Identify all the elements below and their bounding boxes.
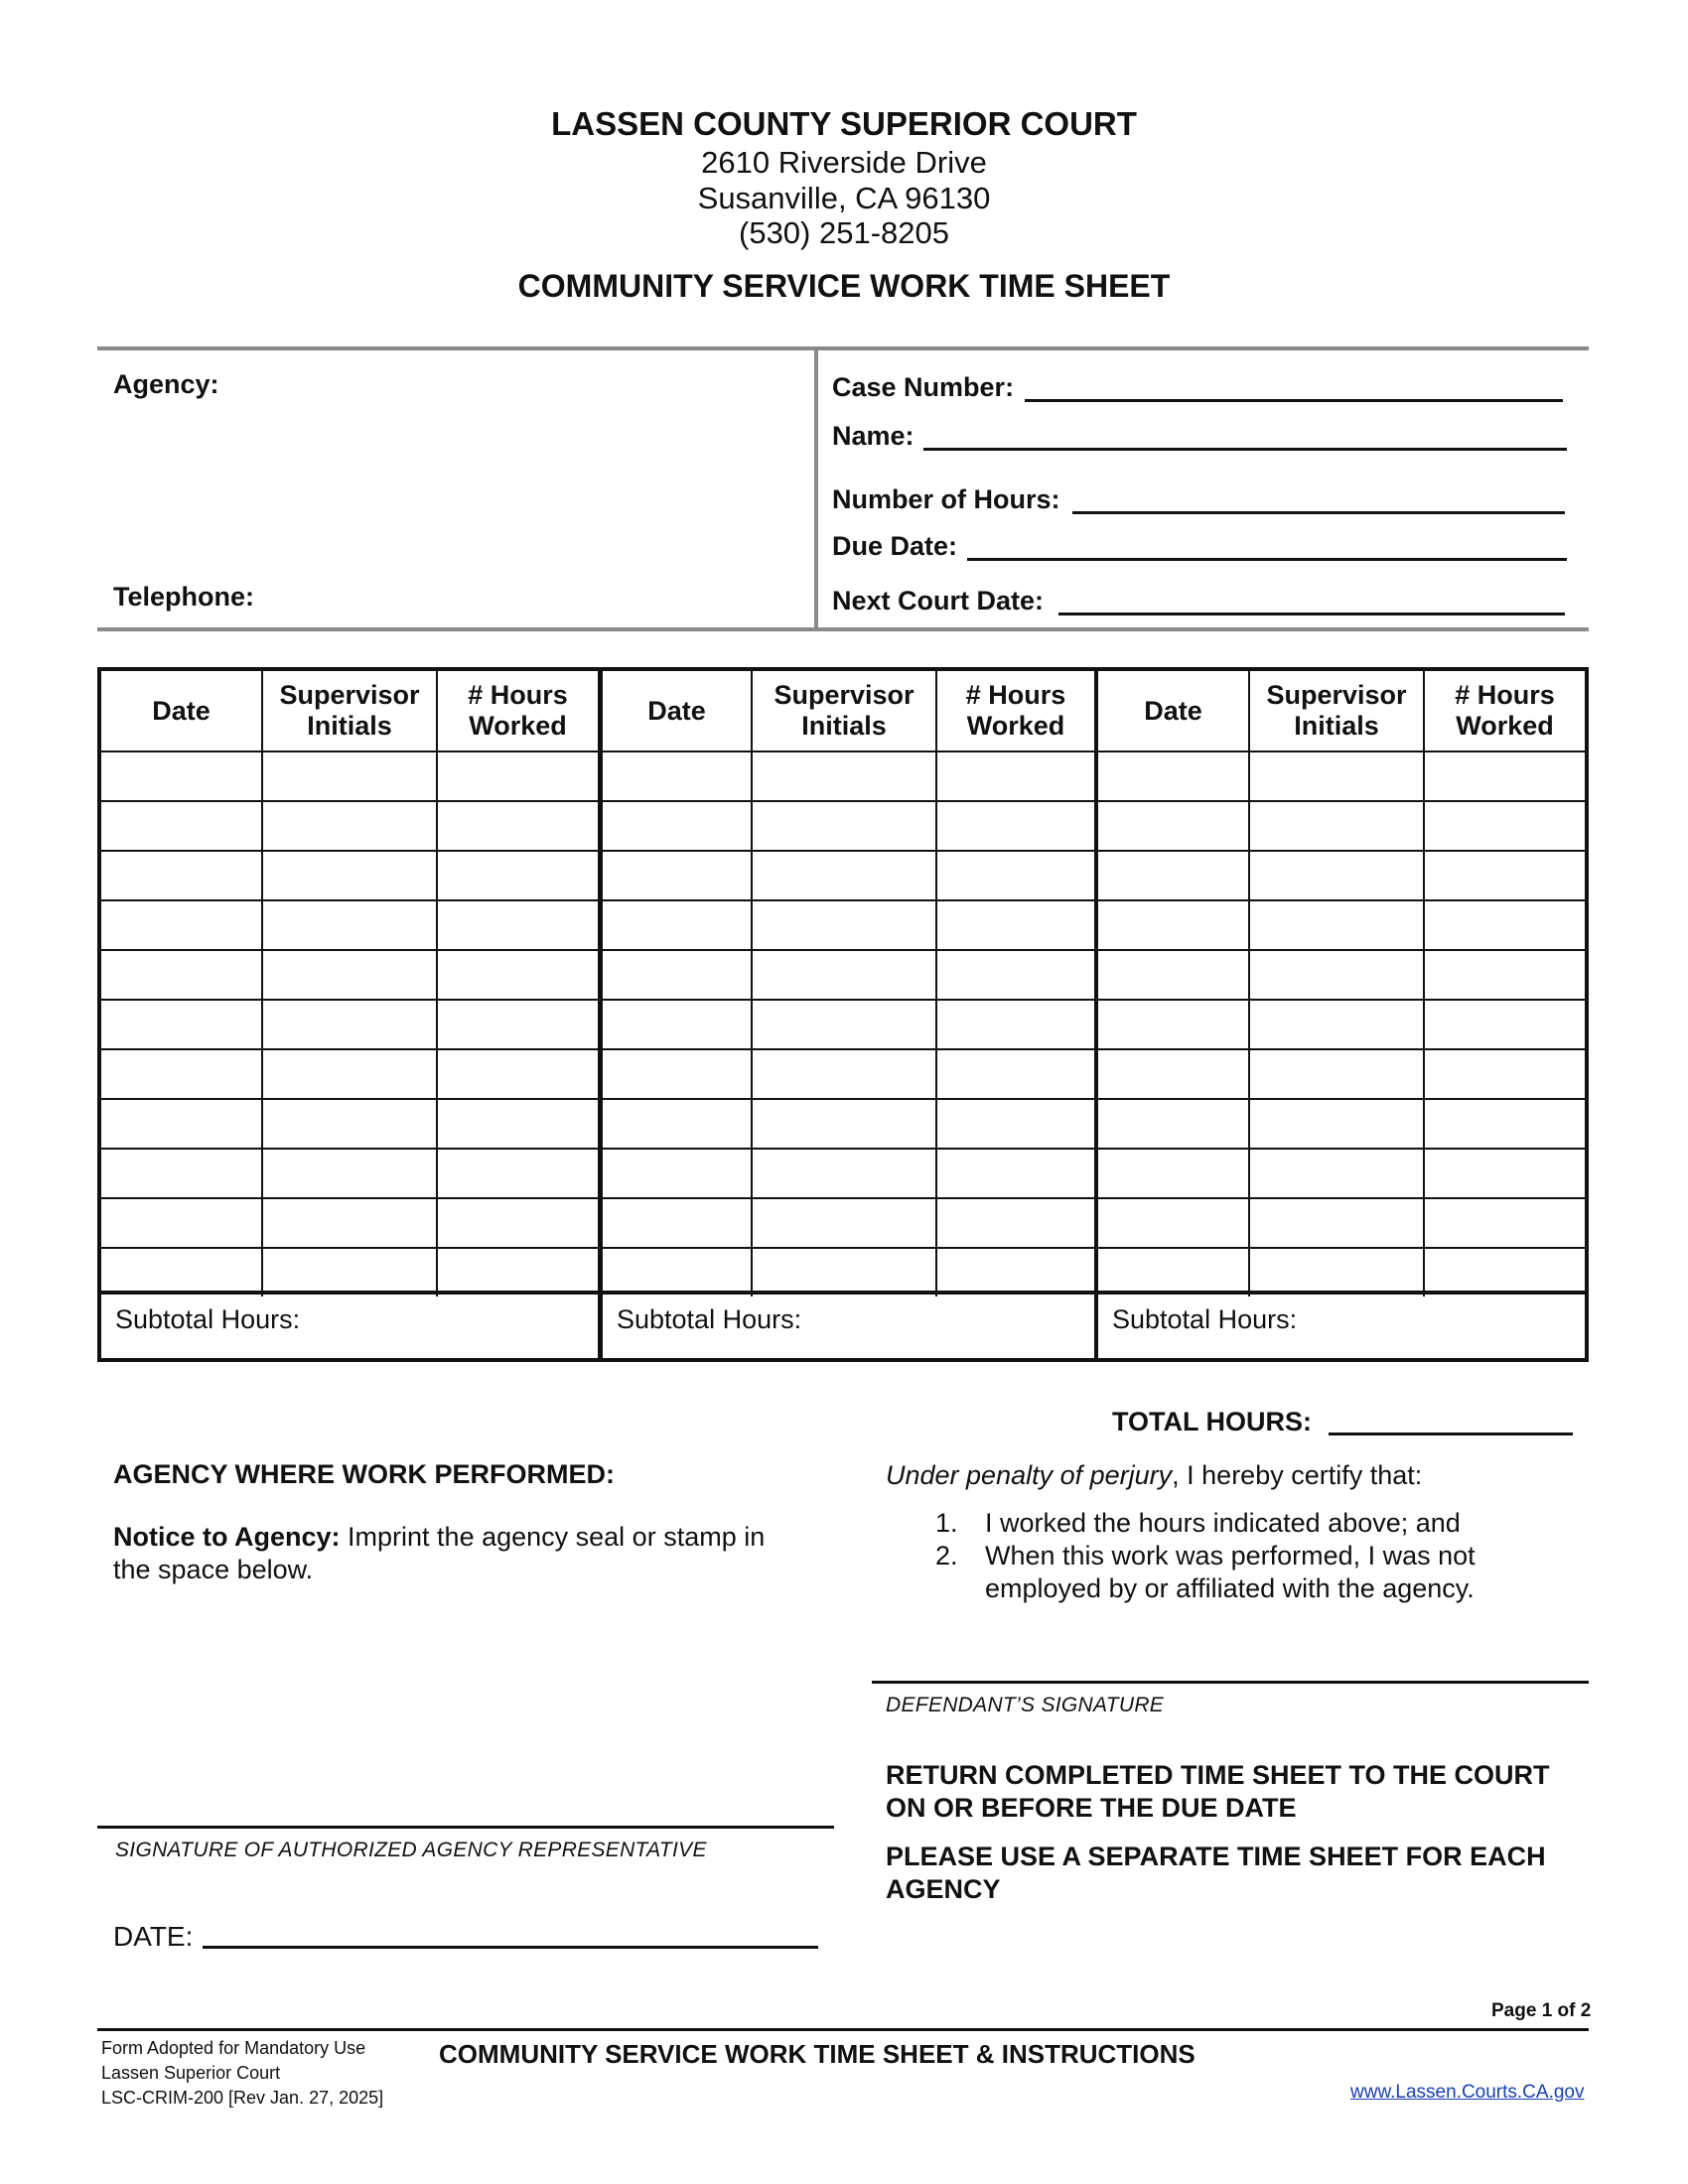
date-cell[interactable] — [603, 950, 752, 1000]
col-header-supervisor — [262, 671, 437, 751]
hours-cell[interactable] — [936, 1149, 1094, 1198]
footer-adopted-line2: Lassen Superior Court — [101, 2063, 281, 2083]
initials-cell[interactable] — [752, 1149, 936, 1198]
col-header-supervisor-line1: Supervisor — [1266, 680, 1407, 710]
agency-stamp-area[interactable] — [113, 1588, 808, 1817]
time-log-table-2 — [603, 671, 1094, 1297]
initials-cell[interactable] — [752, 1049, 936, 1099]
col-header-hours-line1: # Hours — [1455, 680, 1555, 710]
name-label: Name: — [832, 421, 914, 451]
table-row — [1098, 900, 1585, 950]
initials-cell[interactable] — [1249, 1198, 1424, 1248]
table-row — [101, 1149, 598, 1198]
initials-cell[interactable] — [752, 851, 936, 900]
date-cell[interactable] — [101, 1000, 262, 1049]
initials-cell[interactable] — [752, 751, 936, 801]
table-row — [101, 1248, 598, 1297]
table-row — [101, 1099, 598, 1149]
agency-signature-caption: SIGNATURE OF AUTHORIZED AGENCY REPRESENTATIVE — [115, 1839, 707, 1861]
time-log-group-1 — [97, 667, 602, 1362]
table-row — [603, 851, 1094, 900]
hours-cell[interactable] — [936, 1099, 1094, 1149]
due-date-field[interactable] — [967, 558, 1567, 561]
date-cell[interactable] — [1098, 1099, 1249, 1149]
initials-cell[interactable] — [752, 1198, 936, 1248]
return-notice-line1: RETURN COMPLETED TIME SHEET TO THE COURT — [886, 1760, 1550, 1790]
table-row — [1098, 1099, 1585, 1149]
table-row — [1098, 851, 1585, 900]
initials-cell[interactable] — [262, 1198, 437, 1248]
due-date-label: Due Date: — [832, 531, 958, 561]
certification-item1-text: I worked the hours indicated above; and — [985, 1508, 1461, 1538]
hours-cell[interactable] — [936, 1049, 1094, 1099]
number-of-hours-field[interactable] — [1072, 511, 1565, 514]
col-header-hours — [936, 671, 1094, 751]
date-cell[interactable] — [603, 1000, 752, 1049]
col-header-supervisor — [1249, 671, 1424, 751]
date-cell[interactable] — [1098, 851, 1249, 900]
time-log — [97, 667, 1589, 1362]
hours-cell[interactable] — [437, 751, 598, 801]
date-cell[interactable] — [101, 1248, 262, 1297]
defendant-signature-line[interactable] — [872, 1681, 1589, 1684]
hours-cell[interactable] — [1424, 900, 1585, 950]
return-notice-line2: ON OR BEFORE THE DUE DATE — [886, 1793, 1297, 1823]
notice-text-line2: the space below. — [113, 1555, 314, 1584]
subtotal-label: Subtotal Hours: — [115, 1304, 301, 1334]
separate-notice-line1: PLEASE USE A SEPARATE TIME SHEET FOR EACH — [886, 1842, 1546, 1871]
hours-cell[interactable] — [437, 1248, 598, 1297]
initials-cell[interactable] — [1249, 900, 1424, 950]
col-header-supervisor-line2: Initials — [801, 711, 887, 741]
table-row — [603, 751, 1094, 801]
total-hours-label: TOTAL HOURS: — [1112, 1407, 1312, 1436]
initials-cell[interactable] — [262, 1099, 437, 1149]
col-header-hours — [437, 671, 598, 751]
certification-item1-number: 1. — [935, 1508, 958, 1538]
hours-cell[interactable] — [437, 851, 598, 900]
time-log-table-3 — [1098, 671, 1585, 1297]
hours-cell[interactable] — [936, 900, 1094, 950]
court-name: LASSEN COUNTY SUPERIOR COURT — [551, 105, 1137, 142]
next-court-date-label: Next Court Date: — [832, 586, 1045, 615]
certification-item2-text-line1: When this work was performed, I was not — [985, 1541, 1476, 1570]
table-row — [603, 801, 1094, 851]
date-cell[interactable] — [603, 1099, 752, 1149]
page-number: Page 1 of 2 — [1491, 2000, 1592, 2021]
certification-intro-italic: Under penalty of perjury — [886, 1460, 1173, 1490]
time-log-header-row — [603, 671, 1094, 751]
info-bottom-rule — [97, 627, 1589, 631]
hours-cell[interactable] — [437, 900, 598, 950]
date-cell[interactable] — [1098, 801, 1249, 851]
number-of-hours-label: Number of Hours: — [832, 484, 1060, 514]
hours-cell[interactable] — [437, 1198, 598, 1248]
col-header-hours-line1: # Hours — [468, 680, 568, 710]
defendant-signature-caption: DEFENDANT’S SIGNATURE — [886, 1694, 1165, 1716]
initials-cell[interactable] — [1249, 1248, 1424, 1297]
hours-cell[interactable] — [1424, 950, 1585, 1000]
table-row — [101, 950, 598, 1000]
hours-cell[interactable] — [1424, 851, 1585, 900]
initials-cell[interactable] — [1249, 1099, 1424, 1149]
subtotal-cell[interactable] — [1098, 1291, 1585, 1358]
hours-cell[interactable] — [437, 950, 598, 1000]
initials-cell[interactable] — [262, 950, 437, 1000]
case-number-field[interactable] — [1025, 399, 1563, 402]
col-header-hours-line2: Worked — [469, 711, 567, 741]
form-title: COMMUNITY SERVICE WORK TIME SHEET — [517, 268, 1171, 304]
initials-cell[interactable] — [1249, 851, 1424, 900]
certification-intro — [886, 1459, 1422, 1492]
agency-date-field[interactable] — [203, 1946, 818, 1949]
date-cell[interactable] — [603, 1049, 752, 1099]
initials-cell[interactable] — [1249, 950, 1424, 1000]
date-cell[interactable] — [603, 1149, 752, 1198]
col-header-supervisor — [752, 671, 936, 751]
initials-cell[interactable] — [262, 851, 437, 900]
separate-notice-line2: AGENCY — [886, 1874, 1001, 1904]
telephone-label: Telephone: — [113, 582, 255, 612]
date-cell[interactable] — [603, 851, 752, 900]
court-address-line2: Susanville, CA 96130 — [697, 181, 991, 215]
certification-item2-number: 2. — [935, 1541, 958, 1570]
table-row — [1098, 751, 1585, 801]
time-log-header-row — [1098, 671, 1585, 751]
hours-cell[interactable] — [437, 1099, 598, 1149]
date-cell[interactable] — [101, 851, 262, 900]
date-cell[interactable] — [101, 1198, 262, 1248]
time-log-header-row — [101, 671, 598, 751]
table-row — [1098, 1000, 1585, 1049]
date-cell[interactable] — [101, 1099, 262, 1149]
date-cell[interactable] — [101, 751, 262, 801]
date-cell[interactable] — [603, 751, 752, 801]
col-header-supervisor-line1: Supervisor — [774, 680, 914, 710]
subtotal-cell[interactable] — [603, 1291, 1094, 1358]
date-cell[interactable] — [603, 1248, 752, 1297]
footer-website-link[interactable]: www.Lassen.Courts.CA.gov — [1350, 2082, 1585, 2103]
col-header-date: Date — [1098, 671, 1249, 751]
table-row — [1098, 1149, 1585, 1198]
date-cell[interactable] — [101, 950, 262, 1000]
total-hours-field[interactable] — [1329, 1433, 1573, 1435]
date-cell[interactable] — [1098, 1000, 1249, 1049]
date-cell[interactable] — [1098, 1049, 1249, 1099]
hours-cell[interactable] — [1424, 1049, 1585, 1099]
hours-cell[interactable] — [437, 1049, 598, 1099]
footer-rule — [97, 2028, 1589, 2031]
certification-intro-rest: , I hereby certify that: — [1172, 1460, 1423, 1490]
initials-cell[interactable] — [752, 1000, 936, 1049]
col-header-hours-line2: Worked — [1456, 711, 1554, 741]
table-row — [101, 751, 598, 801]
subtotal-label: Subtotal Hours: — [617, 1304, 802, 1334]
col-header-date: Date — [101, 671, 262, 751]
name-field[interactable] — [923, 448, 1567, 451]
table-row — [603, 1248, 1094, 1297]
hours-cell[interactable] — [1424, 1248, 1585, 1297]
table-row — [101, 851, 598, 900]
subtotal-cell[interactable] — [101, 1291, 598, 1358]
next-court-date-field[interactable] — [1058, 613, 1565, 615]
date-cell[interactable] — [101, 1049, 262, 1099]
info-divider — [814, 349, 818, 629]
agency-label: Agency: — [113, 369, 219, 399]
initials-cell[interactable] — [1249, 801, 1424, 851]
hours-cell[interactable] — [1424, 751, 1585, 801]
hours-cell[interactable] — [1424, 1099, 1585, 1149]
table-row — [603, 1000, 1094, 1049]
table-row — [101, 801, 598, 851]
date-cell[interactable] — [1098, 950, 1249, 1000]
initials-cell[interactable] — [262, 801, 437, 851]
initials-cell[interactable] — [262, 1149, 437, 1198]
date-cell[interactable] — [603, 801, 752, 851]
hours-cell[interactable] — [936, 801, 1094, 851]
date-cell[interactable] — [1098, 900, 1249, 950]
date-cell[interactable] — [1098, 751, 1249, 801]
date-cell[interactable] — [603, 1198, 752, 1248]
footer-form-number: LSC-CRIM-200 [Rev Jan. 27, 2025] — [101, 2088, 384, 2108]
case-number-label: Case Number: — [832, 372, 1015, 402]
hours-cell[interactable] — [936, 751, 1094, 801]
time-log-group-2 — [599, 667, 1098, 1362]
table-row — [603, 900, 1094, 950]
table-row — [101, 1198, 598, 1248]
col-header-supervisor-line1: Supervisor — [279, 680, 420, 710]
initials-cell[interactable] — [1249, 1149, 1424, 1198]
initials-cell[interactable] — [1249, 751, 1424, 801]
initials-cell[interactable] — [262, 900, 437, 950]
initials-cell[interactable] — [752, 1099, 936, 1149]
hours-cell[interactable] — [1424, 1149, 1585, 1198]
hours-cell[interactable] — [1424, 1198, 1585, 1248]
court-address-line1: 2610 Riverside Drive — [701, 145, 987, 180]
notice-text-line1: Imprint the agency seal or stamp in — [340, 1522, 766, 1552]
table-row — [1098, 1049, 1585, 1099]
hours-cell[interactable] — [936, 950, 1094, 1000]
col-header-hours-line2: Worked — [966, 711, 1065, 741]
col-header-date: Date — [603, 671, 752, 751]
date-cell[interactable] — [101, 1149, 262, 1198]
table-row — [1098, 801, 1585, 851]
footer-title: COMMUNITY SERVICE WORK TIME SHEET & INSTRUCTIONS — [439, 2039, 1196, 2069]
date-cell[interactable] — [101, 801, 262, 851]
date-cell[interactable] — [1098, 1149, 1249, 1198]
info-top-rule — [97, 346, 1589, 350]
table-row — [101, 1049, 598, 1099]
table-row — [603, 950, 1094, 1000]
hours-cell[interactable] — [437, 1149, 598, 1198]
initials-cell[interactable] — [262, 1248, 437, 1297]
initials-cell[interactable] — [752, 950, 936, 1000]
hours-cell[interactable] — [437, 1000, 598, 1049]
hours-cell[interactable] — [936, 1000, 1094, 1049]
col-header-supervisor-line2: Initials — [307, 711, 392, 741]
date-label: DATE: — [113, 1921, 194, 1952]
col-header-supervisor-line2: Initials — [1294, 711, 1379, 741]
table-row — [1098, 1198, 1585, 1248]
subtotal-label: Subtotal Hours: — [1112, 1304, 1298, 1334]
table-row — [101, 900, 598, 950]
hours-cell[interactable] — [437, 801, 598, 851]
time-log-table-1 — [101, 671, 598, 1297]
initials-cell[interactable] — [1249, 1000, 1424, 1049]
hours-cell[interactable] — [1424, 801, 1585, 851]
hours-cell[interactable] — [936, 851, 1094, 900]
initials-cell[interactable] — [262, 1000, 437, 1049]
initials-cell[interactable] — [262, 751, 437, 801]
table-row — [1098, 1248, 1585, 1297]
initials-cell[interactable] — [262, 1049, 437, 1099]
hours-cell[interactable] — [936, 1198, 1094, 1248]
col-header-hours — [1424, 671, 1585, 751]
col-header-hours-line1: # Hours — [965, 680, 1066, 710]
time-log-group-3 — [1094, 667, 1589, 1362]
agency-section-heading: AGENCY WHERE WORK PERFORMED: — [113, 1459, 616, 1489]
initials-cell[interactable] — [1249, 1049, 1424, 1099]
certification-item2-text-line2: employed by or affiliated with the agency. — [985, 1573, 1475, 1603]
table-row — [603, 1198, 1094, 1248]
table-row — [603, 1049, 1094, 1099]
table-row — [603, 1149, 1094, 1198]
hours-cell[interactable] — [936, 1248, 1094, 1297]
initials-cell[interactable] — [752, 900, 936, 950]
date-cell[interactable] — [603, 900, 752, 950]
table-row — [603, 1099, 1094, 1149]
table-row — [101, 1000, 598, 1049]
agency-signature-line[interactable] — [97, 1826, 834, 1829]
initials-cell[interactable] — [752, 801, 936, 851]
court-phone: (530) 251-8205 — [739, 215, 949, 250]
footer-adopted-line1: Form Adopted for Mandatory Use — [101, 2038, 366, 2058]
notice-label: Notice to Agency: — [113, 1522, 341, 1552]
date-cell[interactable] — [101, 900, 262, 950]
notice-to-agency — [113, 1521, 765, 1554]
date-cell[interactable] — [1098, 1248, 1249, 1297]
table-row — [1098, 950, 1585, 1000]
date-cell[interactable] — [1098, 1198, 1249, 1248]
hours-cell[interactable] — [1424, 1000, 1585, 1049]
initials-cell[interactable] — [752, 1248, 936, 1297]
